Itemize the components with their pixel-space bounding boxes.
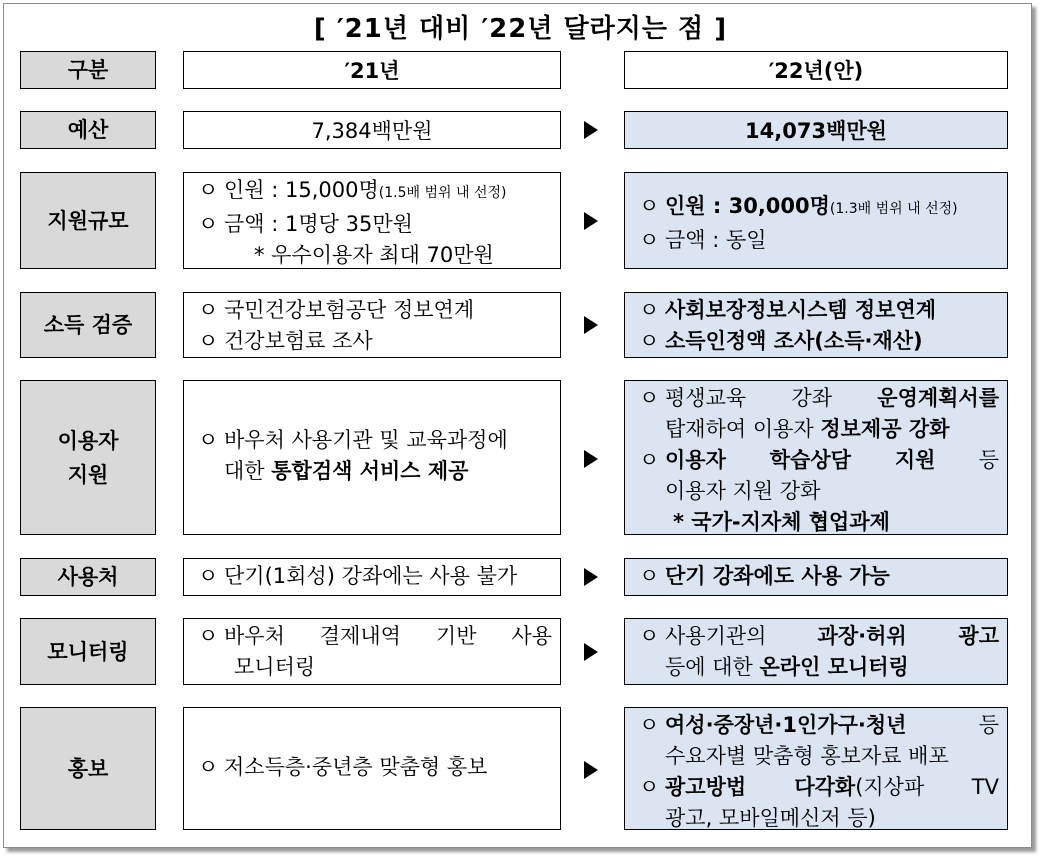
arrow-right-icon xyxy=(584,643,598,661)
bullet-icon: ㅇ xyxy=(198,212,219,236)
bullet-icon: ㅇ xyxy=(639,194,660,218)
top-user-note: * 우수이용자 최대 70만원 xyxy=(254,243,494,267)
promotion-2022-line-1a: 여성·중장년·1인가구·청년 xyxy=(665,713,907,737)
bullet-icon: ㅇ xyxy=(639,448,660,472)
bullet-icon: ㅇ xyxy=(639,624,660,648)
promotion-2022-line-3a: 광고방법 다각화 xyxy=(665,775,856,799)
budget-2022: 14,073백만원 xyxy=(624,111,1008,149)
bullet-icon: ㅇ xyxy=(639,298,660,322)
row-label-user-support xyxy=(20,380,156,535)
bullet-line xyxy=(198,425,550,456)
bullet-line xyxy=(639,561,997,592)
usage-2022 xyxy=(624,558,1008,596)
bullet-line xyxy=(198,209,550,240)
user-support-2021-line-2b: 통합검색 서비스 제공 xyxy=(271,459,469,483)
scale-2021 xyxy=(183,172,561,269)
promotion-2021 xyxy=(183,707,561,830)
bullet-line xyxy=(198,295,550,326)
arrow-right-icon xyxy=(584,212,598,230)
usage-2021-text: 단기(1회성) 강좌에는 사용 불가 xyxy=(224,564,518,588)
bullet-icon: ㅇ xyxy=(639,713,660,737)
bullet-line xyxy=(198,752,550,783)
headcount-2022: 인원 : 30,000명 xyxy=(665,194,830,218)
row-label-usage: 사용처 xyxy=(20,558,156,596)
bullet-icon: ㅇ xyxy=(639,564,660,588)
user-support-2021 xyxy=(183,380,561,535)
budget-2021: 7,384백만원 xyxy=(183,111,561,149)
headcount-2022-note: (1.3배 범위 내 선정) xyxy=(829,201,958,217)
bullet-line xyxy=(198,326,550,357)
bullet-icon: ㅇ xyxy=(198,428,219,452)
income-2021-item-2: 건강보험료 조사 xyxy=(224,329,373,353)
page-title: [ ′21년 대비 ′22년 달라지는 점 ] xyxy=(313,14,728,44)
scale-2022 xyxy=(624,172,1008,269)
bullet-line xyxy=(198,175,550,209)
headcount-2021: 인원 : 15,000명 xyxy=(224,178,379,202)
bullet-line xyxy=(639,710,999,741)
row-label-budget: 예산 xyxy=(20,111,156,149)
promotion-2021-text: 저소득층·중년층 맞춤형 홍보 xyxy=(224,755,488,779)
income-2021-item-1: 국민건강보험공단 정보연계 xyxy=(224,298,475,322)
amount-2021: 금액 : 1명당 35만원 xyxy=(224,212,413,236)
user-support-2022-line-3a: 이용자 학습상담 지원 xyxy=(665,448,936,472)
row-label-support-scale: 지원규모 xyxy=(20,172,156,269)
monitoring-2021-line-1: 바우처 결제내역 기반 사용 xyxy=(224,624,552,648)
header-2021: ′21년 xyxy=(183,51,561,89)
row-label-user-support-line-1: 이용자 xyxy=(57,428,119,453)
user-support-2022-line-2b: 정보제공 강화 xyxy=(820,417,950,441)
bullet-line xyxy=(639,383,999,414)
user-support-2022 xyxy=(624,380,1008,535)
user-support-2022-line-5: * 국가-지자체 협업과제 xyxy=(673,510,890,534)
income-2022 xyxy=(624,292,1008,358)
monitoring-2022-line-2b: 온라인 모니터링 xyxy=(759,655,909,679)
usage-2021 xyxy=(183,558,561,596)
arrow-right-icon xyxy=(584,316,598,334)
monitoring-2022-line-1a: 사용기관의 xyxy=(665,624,818,648)
bullet-line xyxy=(198,621,552,652)
bullet-icon: ㅇ xyxy=(198,329,219,353)
bullet-icon: ㅇ xyxy=(198,298,219,322)
user-support-2022-line-2a: 탑재하여 이용자 xyxy=(665,417,821,441)
bullet-line xyxy=(639,191,997,225)
row-label-monitoring: 모니터링 xyxy=(20,618,156,685)
bullet-icon: ㅇ xyxy=(639,228,660,252)
headcount-2021-note: (1.5배 범위 내 선정) xyxy=(378,185,507,201)
bullet-icon: ㅇ xyxy=(198,755,219,779)
promotion-2022-line-3b: (지상파 TV xyxy=(855,775,1000,799)
bullet-line xyxy=(198,561,550,592)
row-label-promotion: 홍보 xyxy=(20,707,156,830)
arrow-right-icon xyxy=(584,121,598,139)
user-support-2021-line-1: 바우처 사용기관 및 교육과정에 xyxy=(224,428,508,452)
monitoring-2021 xyxy=(183,618,561,685)
promotion-2022-line-1b: 등 xyxy=(906,713,999,737)
bullet-line xyxy=(639,445,999,476)
arrow-right-icon xyxy=(584,761,598,779)
bullet-icon: ㅇ xyxy=(639,386,660,410)
monitoring-2022-line-2a: 등에 대한 xyxy=(665,655,760,679)
row-label-category: 구분 xyxy=(20,51,156,89)
income-2022-item-2: 소득인정액 조사(소득·재산) xyxy=(665,329,923,353)
income-2022-item-1: 사회보장정보시스템 정보연계 xyxy=(665,298,937,322)
bullet-icon: ㅇ xyxy=(198,178,219,202)
row-label-income-check: 소득 검증 xyxy=(20,292,156,358)
user-support-2022-line-1a: 평생교육 강좌 xyxy=(665,386,878,410)
arrow-right-icon xyxy=(584,450,598,468)
amount-2022: 금액 : 동일 xyxy=(665,228,767,252)
bullet-line xyxy=(639,621,999,652)
bullet-icon: ㅇ xyxy=(198,564,219,588)
promotion-2022 xyxy=(624,707,1008,830)
user-support-2021-line-2a: 대한 xyxy=(224,459,272,483)
bullet-line xyxy=(639,225,997,256)
bullet-icon: ㅇ xyxy=(639,329,660,353)
user-support-2022-line-4: 이용자 지원 강화 xyxy=(665,479,821,503)
bullet-icon: ㅇ xyxy=(639,775,660,799)
bullet-line xyxy=(639,772,999,803)
promotion-2022-line-2: 수요자별 맞춤형 홍보자료 배포 xyxy=(665,744,949,768)
monitoring-2022 xyxy=(624,618,1008,685)
promotion-2022-line-4: 광고, 모바일메신저 등) xyxy=(665,806,876,830)
monitoring-2022-line-1b: 과장·허위 광고 xyxy=(817,624,999,648)
bullet-line xyxy=(639,295,997,326)
user-support-2022-line-1b: 운영계획서를 xyxy=(877,386,999,410)
row-label-user-support-line-2: 지원 xyxy=(67,462,109,487)
usage-2022-text: 단기 강좌에도 사용 가능 xyxy=(665,564,890,588)
bullet-icon: ㅇ xyxy=(198,624,219,648)
user-support-2022-line-3b: 등 xyxy=(935,448,999,472)
bullet-line xyxy=(639,326,997,357)
monitoring-2021-line-2: 모니터링 xyxy=(234,655,316,679)
arrow-right-icon xyxy=(584,568,598,586)
header-2022: ′22년(안) xyxy=(624,51,1008,89)
income-2021 xyxy=(183,292,561,358)
